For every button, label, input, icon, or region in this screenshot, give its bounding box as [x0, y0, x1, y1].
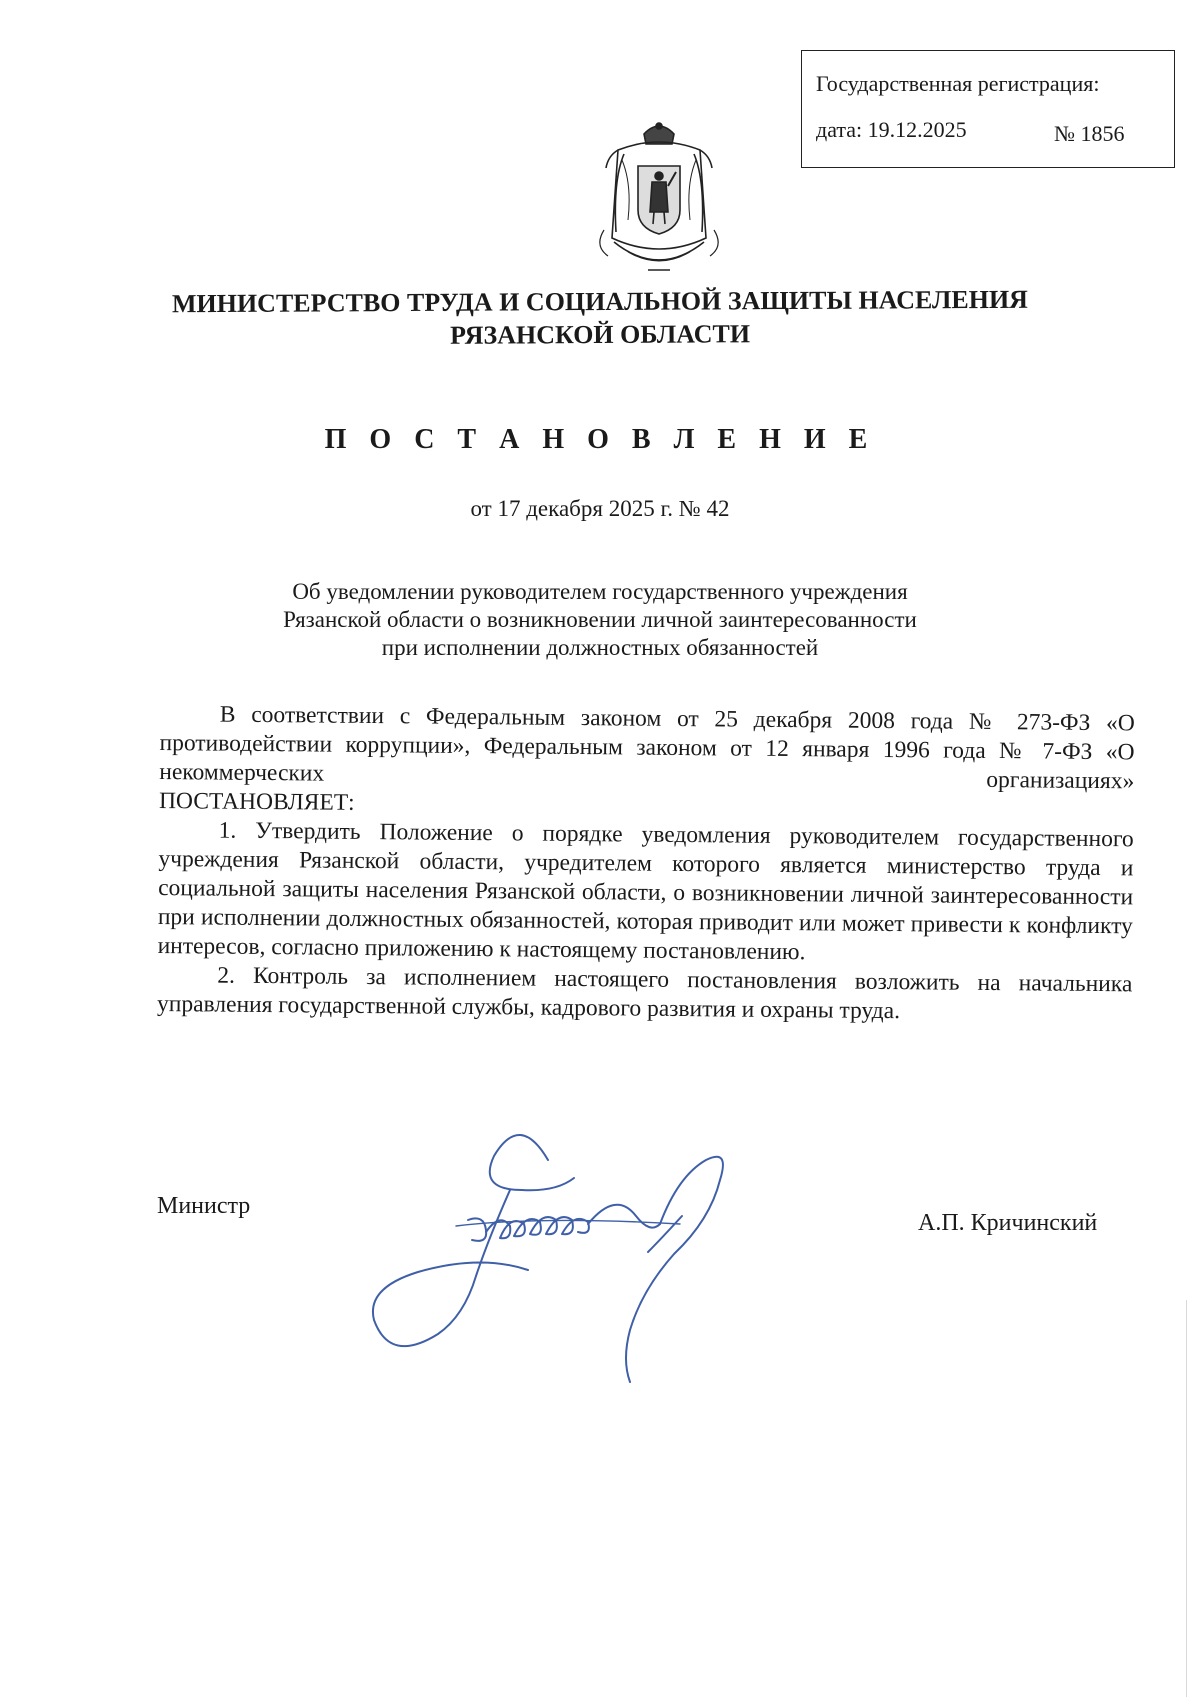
handwritten-signature	[360, 1120, 820, 1400]
registration-date: дата: 19.12.2025	[816, 117, 967, 142]
signatory-name: А.П. Кричинский	[918, 1210, 1098, 1236]
scan-edge-line	[1186, 1300, 1187, 1697]
registration-stamp	[801, 50, 1175, 168]
item-1-paragraph: 1. Утвердить Положение о порядке уведомления руководителем государственного учреждения Рязанской области, учредителем которого является министерство труда и социальной защиты населения Рязанской области, о возникновении личной заинтересованности при исполнении должностных обязанностей, которая приводит или может привести к конфликту интересов, согласно приложению к настоящему постановлению.	[157, 817, 1134, 966]
subject-line: Об уведомлении руководителем государственного учреждения	[292, 579, 908, 604]
decree-word: ПОСТАНОВЛЯЕТ:	[158, 787, 355, 816]
document-subject	[150, 578, 1050, 662]
ministry-header	[100, 282, 1100, 353]
ministry-line-2: РЯЗАНСКОЙ ОБЛАСТИ	[450, 319, 751, 350]
subject-line: Рязанской области о возникновении личной заинтересованности	[283, 607, 917, 632]
signatory-position: Министр	[157, 1193, 251, 1219]
preamble-paragraph: В соответствии с Федеральным законом от 25 декабря 2008 года № 273-ФЗ «О противодействии коррупции», Федеральным законом от 12 января 1996 года № 7-ФЗ «О некоммерческих организациях»	[159, 701, 1135, 795]
subject-line: при исполнении должностных обязанностей	[381, 635, 819, 660]
document-body	[157, 700, 1135, 1028]
ryazan-coat-of-arms-icon	[588, 120, 730, 278]
ministry-line-1: МИНИСТЕРСТВО ТРУДА И СОЦИАЛЬНОЙ ЗАЩИТЫ НАСЕЛЕНИЯ	[171, 284, 1028, 319]
registration-number: № 1856	[1054, 121, 1125, 146]
document-type: П О С Т А Н О В Л Е Н И Е	[324, 424, 876, 455]
document-date-number: от 17 декабря 2025 г. № 42	[470, 496, 730, 521]
registration-title: Государственная регистрация:	[816, 71, 1100, 96]
item-2-paragraph: 2. Контроль за исполнением настоящего постановления возложить на начальника управления государственной службы, кадрового развития и охраны труда.	[156, 962, 1133, 1025]
